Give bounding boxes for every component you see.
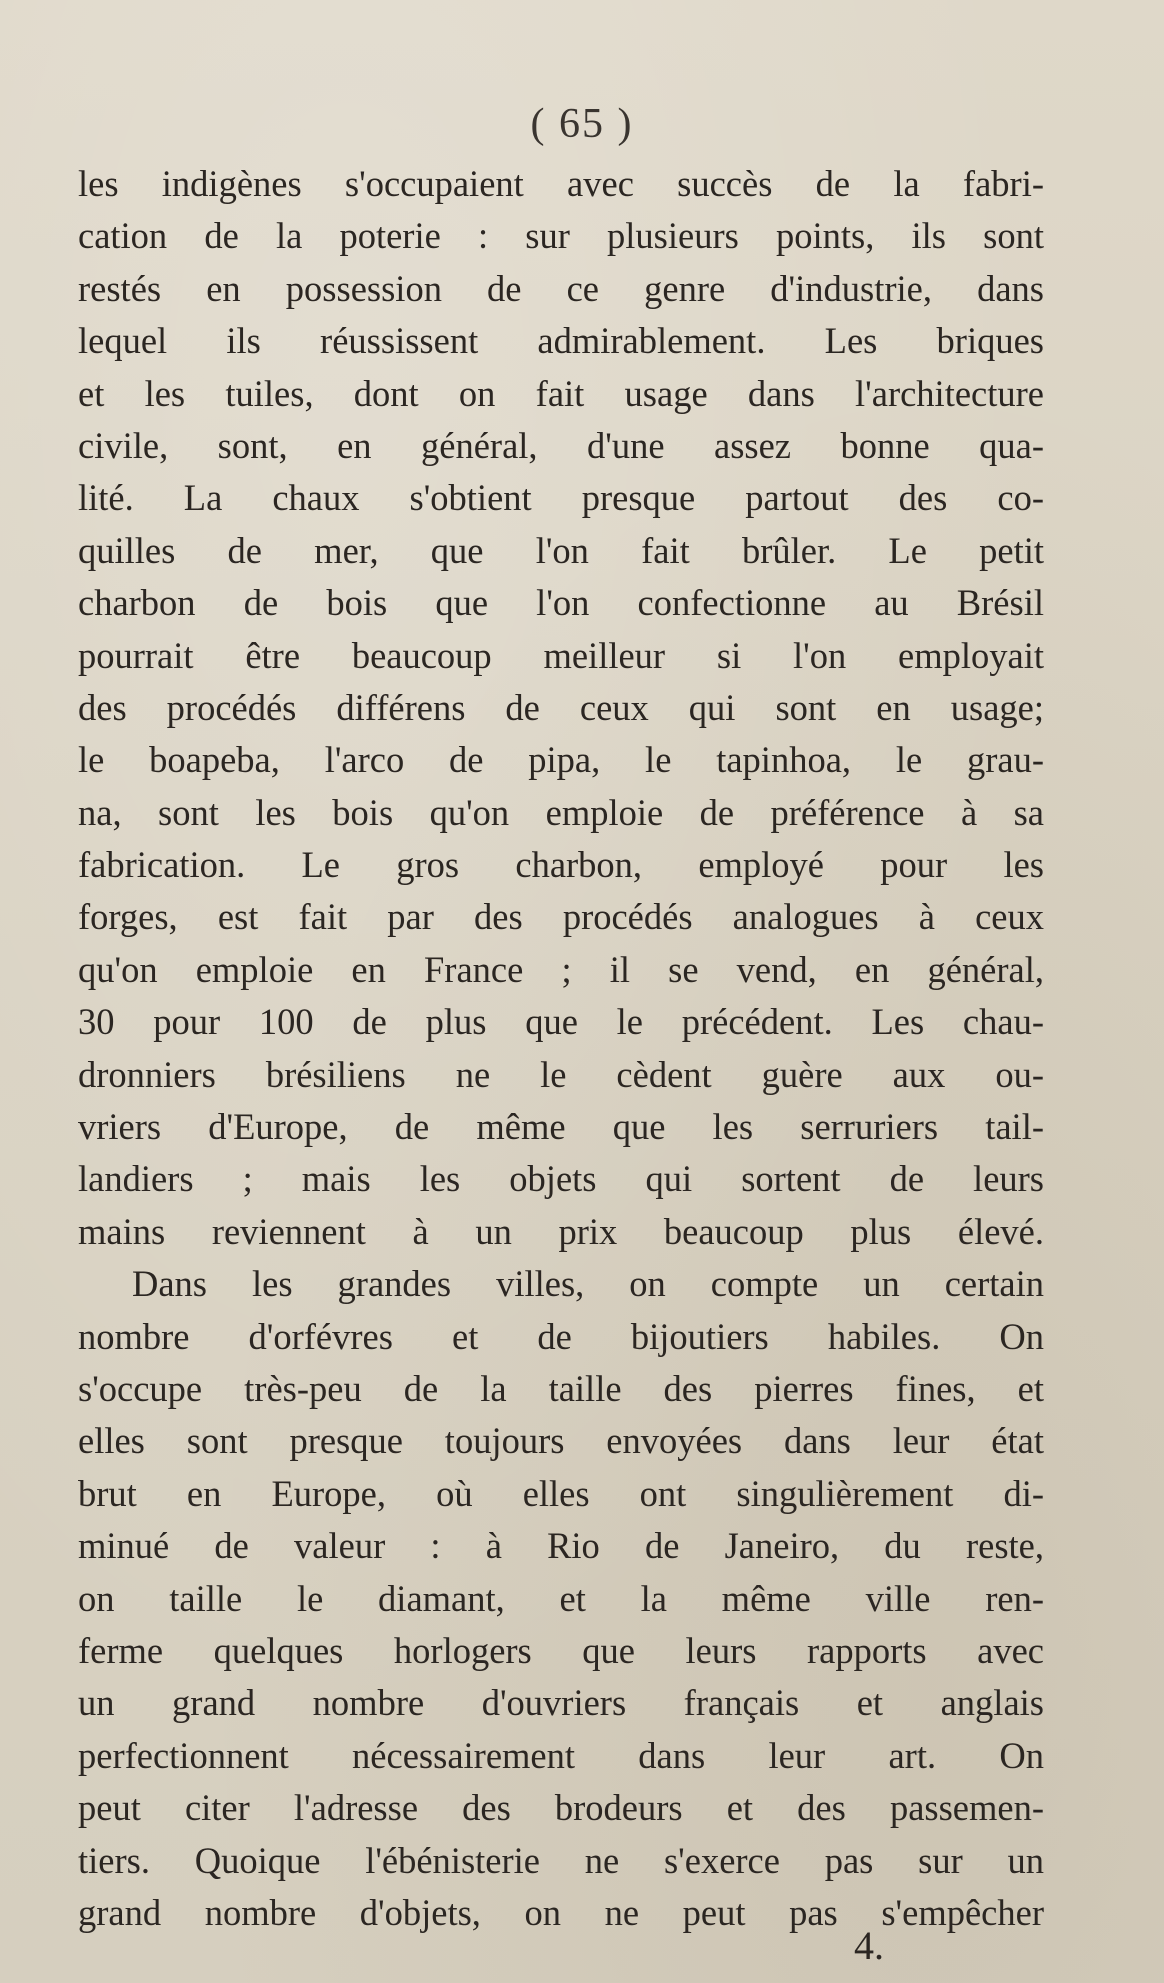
text-line: le boapeba, l'arco de pipa, le tapinhoa, le grau- [78, 739, 1044, 781]
text-line: quilles de mer, que l'on fait brûler. Le petit [78, 529, 1044, 571]
text-line: 30 pour 100 de plus que le précédent. Les chau- [78, 1001, 1044, 1043]
text-line: minué de valeur : à Rio de Janeiro, du reste, [78, 1525, 1044, 1567]
text-line: brut en Europe, où elles ont singulièrement di- [78, 1472, 1044, 1514]
text-line: pourrait être beaucoup meilleur si l'on employait [78, 634, 1044, 676]
text-line: les indigènes s'occupaient avec succès de la fabri- [78, 163, 1044, 204]
text-line: mains reviennent à un prix beaucoup plus élevé. [78, 1210, 1044, 1252]
body-text [78, 158, 1044, 1939]
text-line: vriers d'Europe, de même que les serruriers tail- [78, 1106, 1044, 1148]
text-line: cation de la poterie : sur plusieurs points, ils sont [78, 215, 1044, 257]
text-line: na, sont les bois qu'on emploie de préférence à sa [78, 791, 1044, 833]
text-line: lequel ils réussissent admirablement. Les briques [78, 320, 1044, 362]
text-line: elles sont presque toujours envoyées dans leur état [78, 1420, 1044, 1462]
text-line: restés en possession de ce genre d'industrie, dans [78, 267, 1044, 309]
text-line: charbon de bois que l'on confectionne au Brésil [78, 582, 1044, 624]
text-line: perfectionnent nécessairement dans leur art. On [78, 1734, 1044, 1776]
page-number: ( 65 ) [530, 101, 634, 147]
text-line: on taille le diamant, et la même ville ren- [78, 1577, 1044, 1619]
text-line: des procédés différens de ceux qui sont en usage; [78, 686, 1044, 728]
text-line: tiers. Quoique l'ébénisterie ne s'exerce pas sur un [78, 1839, 1044, 1881]
text-line: forges, est fait par des procédés analogues à ceux [78, 896, 1044, 938]
text-line: grand nombre d'objets, on ne peut pas s'empêcher [78, 1891, 1044, 1933]
text-line: un grand nombre d'ouvriers français et anglais [78, 1682, 1044, 1724]
text-line: Dans les grandes villes, on compte un certain [132, 1263, 1044, 1305]
text-line: fabrication. Le gros charbon, employé pour les [78, 844, 1044, 886]
text-line: dronniers brésiliens ne le cèdent guère aux ou- [78, 1053, 1044, 1095]
text-line: landiers ; mais les objets qui sortent de leurs [78, 1158, 1044, 1200]
text-line: peut citer l'adresse des brodeurs et des passemen- [78, 1787, 1044, 1829]
text-line: qu'on emploie en France ; il se vend, en général, [78, 948, 1044, 990]
text-line: s'occupe très-peu de la taille des pierres fines, et [78, 1367, 1044, 1409]
text-line: lité. La chaux s'obtient presque partout des co- [78, 477, 1044, 519]
text-line: nombre d'orfévres et de bijoutiers habiles. On [78, 1315, 1044, 1357]
signature-mark: 4. [854, 1923, 884, 1968]
text-line: ferme quelques horlogers que leurs rapports avec [78, 1629, 1044, 1671]
text-line: civile, sont, en général, d'une assez bonne qua- [78, 424, 1044, 466]
text-line: et les tuiles, dont on fait usage dans l'architecture [78, 372, 1044, 414]
